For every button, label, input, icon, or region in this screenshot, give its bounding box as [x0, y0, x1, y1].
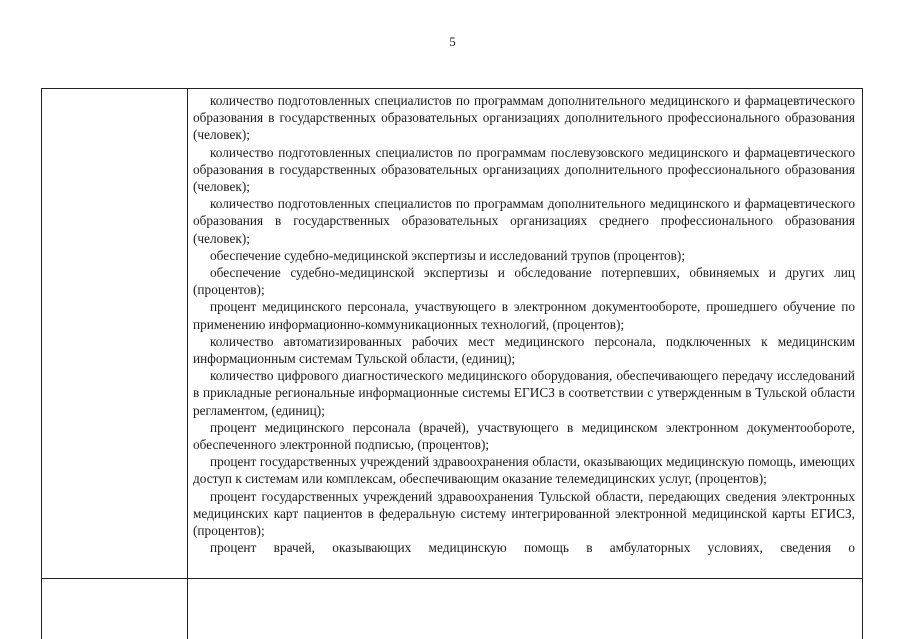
page-number: 5: [449, 34, 456, 49]
indicator-item: процент медицинского персонала (врачей), участвующего в медицинском электронном документообороте, обеспеченного электронной подписью, (процентов);: [193, 419, 855, 453]
indicator-item: количество подготовленных специалистов по программам дополнительного медицинского и фармацевтического образования в государственных образовательных организациях дополнительного профессионального образования (человек);: [193, 93, 855, 143]
indicator-item: процент врачей, оказывающих медицинскую помощь в амбулаторных условиях, сведения о: [210, 540, 855, 556]
table-right-cell: [193, 92, 855, 556]
table-bottom-rule: [41, 578, 863, 579]
indicator-item: количество автоматизированных рабочих мест медицинского персонала, подключенных к медицинским информационным системам Тульской области, (единиц);: [193, 333, 855, 367]
indicator-item: количество цифрового диагностического медицинского оборудования, обеспечивающего передачу исследований в прикладные региональные информационные системы ЕГИСЗ в соответствии с утвержденным в Тульской области регламентом, (единиц);: [193, 368, 855, 418]
indicators-table: [41, 88, 863, 639]
indicator-item: обеспечение судебно-медицинской экспертизы и обследование потерпевших, обвиняемых и других лиц (процентов);: [193, 265, 855, 298]
indicator-item: количество подготовленных специалистов по программам послевузовского медицинского и фармацевтического образования в государственных образовательных организациях дополнительного профессионального образования (человек);: [193, 144, 855, 195]
indicator-item: обеспечение судебно-медицинской экспертизы и исследований трупов (процентов);: [210, 247, 686, 263]
indicator-item: количество подготовленных специалистов по программам дополнительного медицинского и фармацевтического образования в государственных образовательных организациях среднего профессионального образования (человек);: [193, 196, 855, 246]
indicator-item: процент медицинского персонала, участвующего в электронном документообороте, прошедшего обучение по применению информационно-коммуникационных технологий, (процентов);: [193, 299, 855, 332]
indicator-item: процент государственных учреждений здравоохранения Тульской области, передающих сведения электронных медицинских карт пациентов в федеральную систему интегрированной электронной медицинской карты ЕГИСЗ, (процентов);: [193, 488, 855, 539]
column-divider: [187, 89, 188, 639]
indicator-item: процент государственных учреждений здравоохранения области, оказывающих медицинскую помощь, имеющих доступ к системам или комплексам, обеспечивающим оказание телемедицинских услуг, (процентов);: [193, 454, 855, 487]
